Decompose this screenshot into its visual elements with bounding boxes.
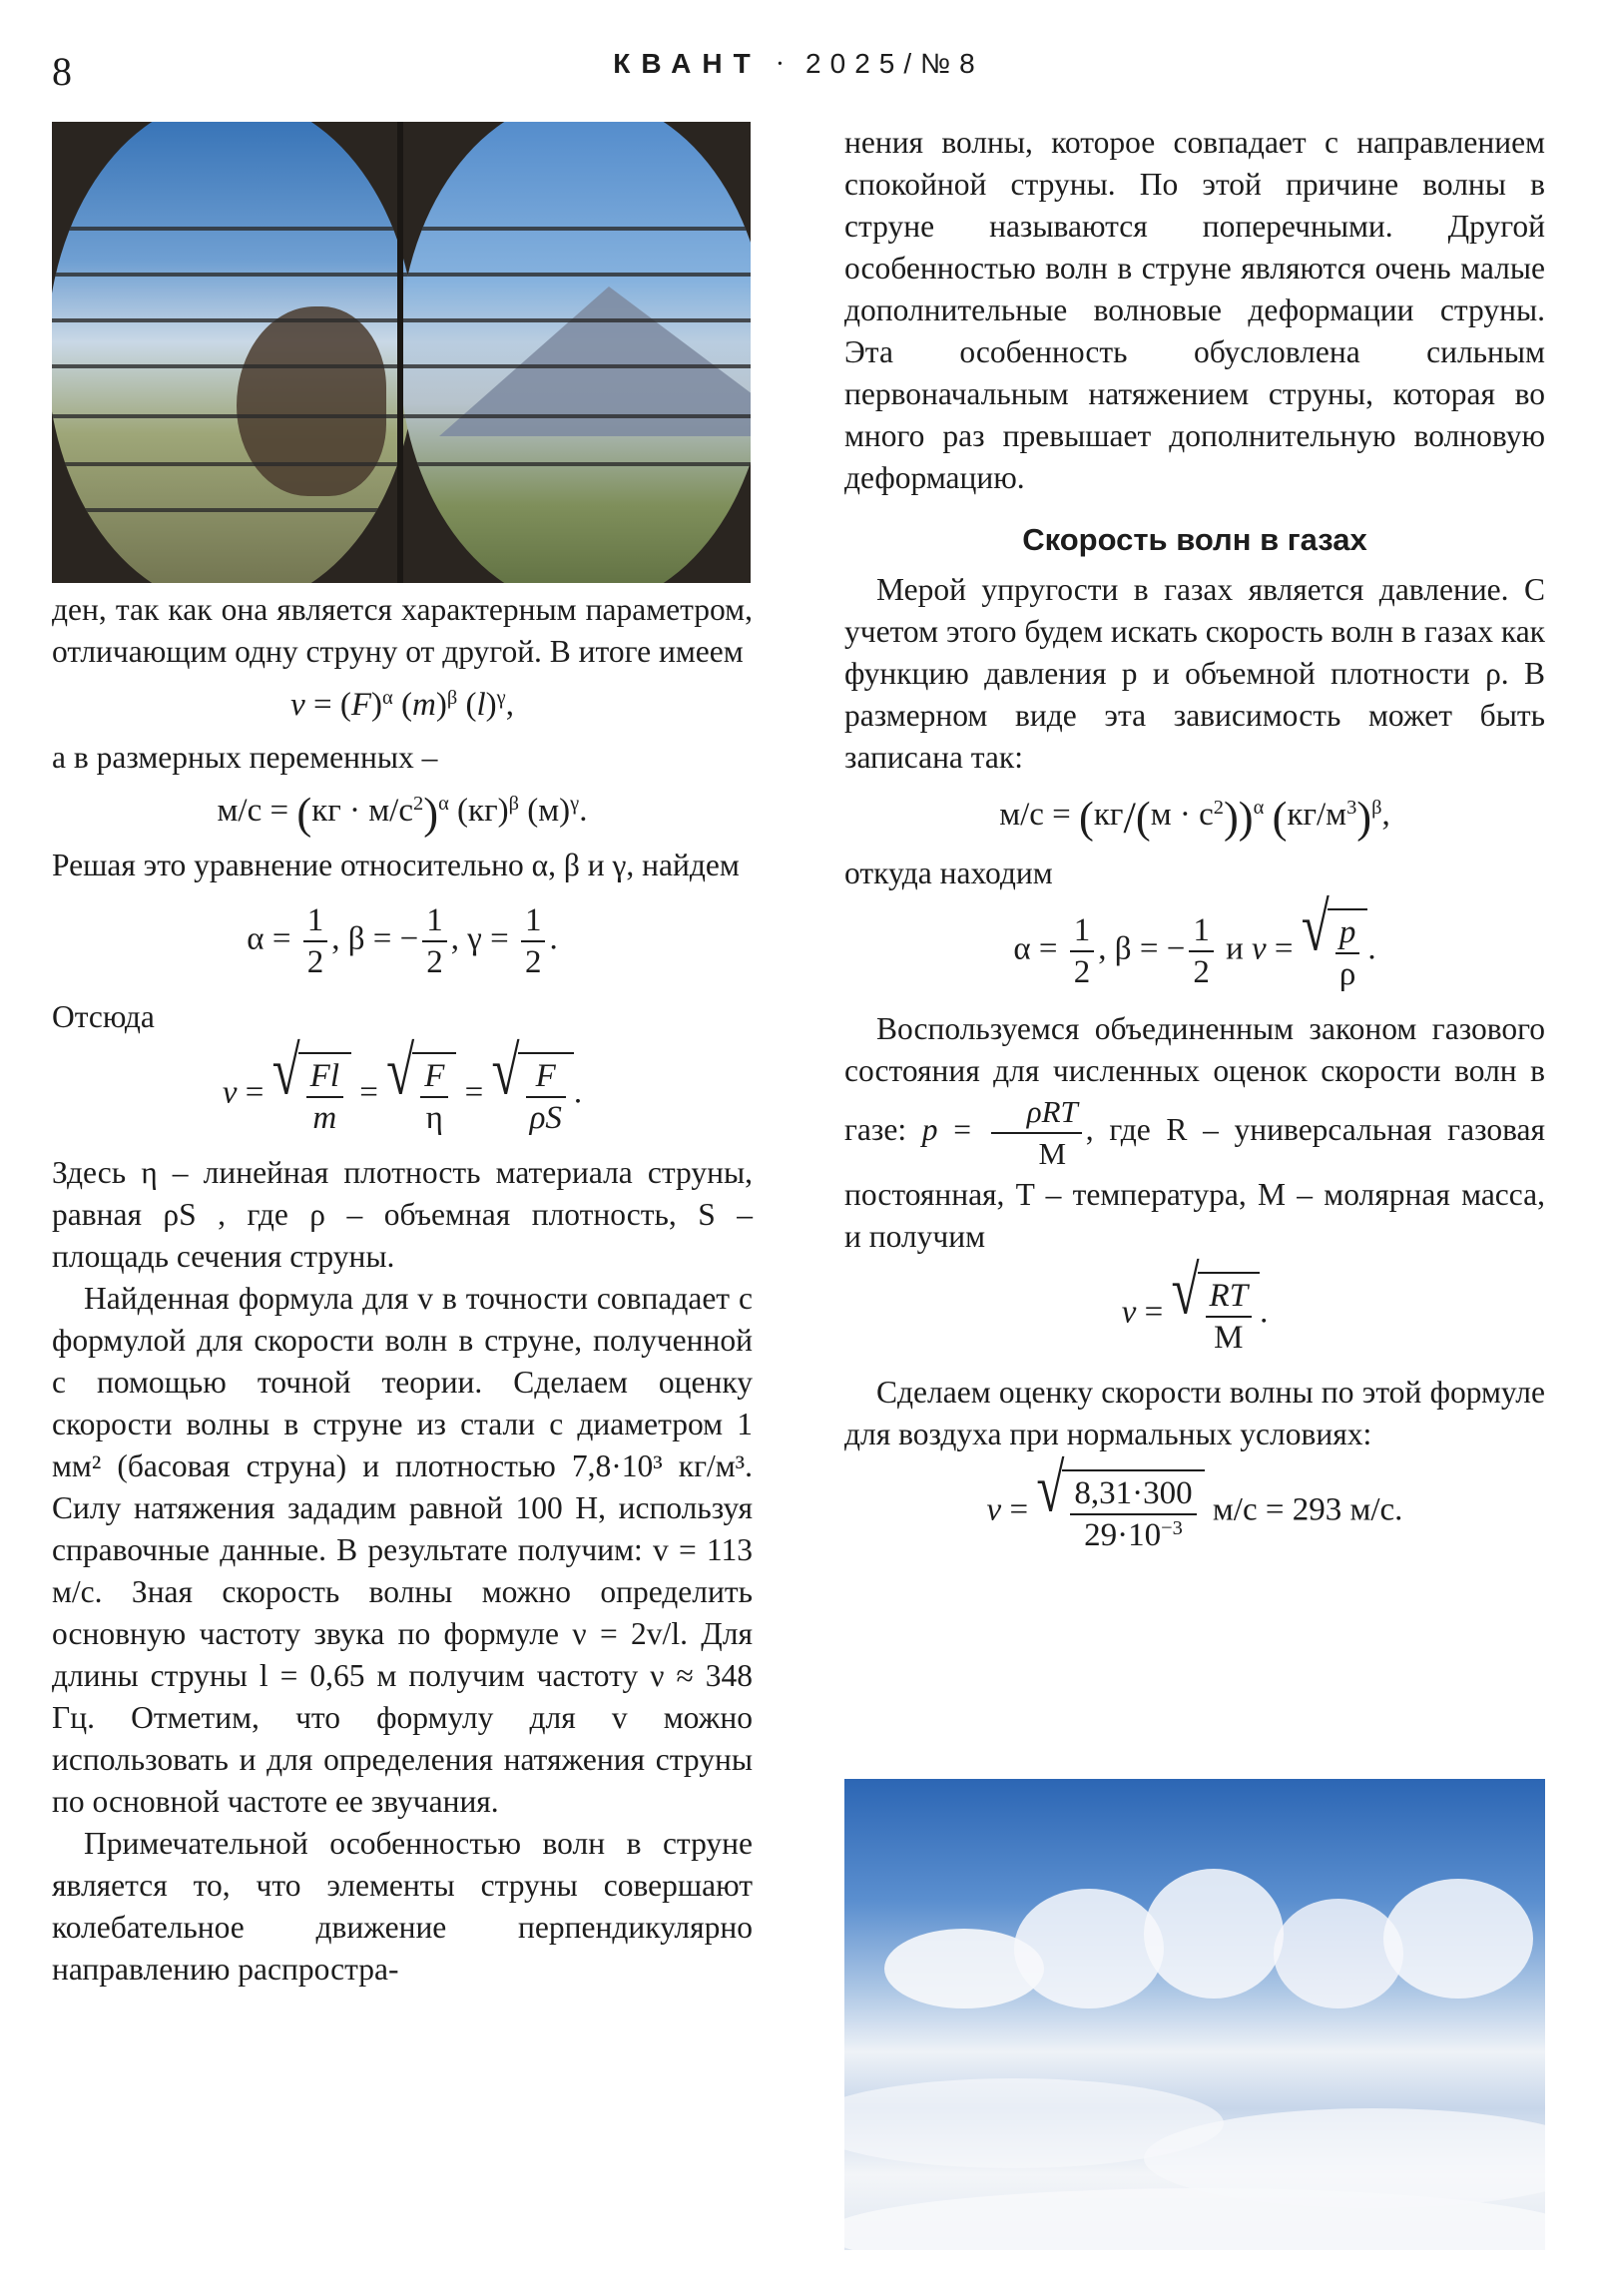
formula-air-speed: v = √ $\frac{8,31\cdot 300}{29\cdot 10^{-3}}$ м/с = 293 м/с.: [986, 1450, 1403, 1554]
header-separator: ·: [775, 49, 793, 80]
left-paragraph-2: а в размерных переменных –: [52, 740, 438, 775]
formula-gas-dimensional: $м/с = (кг/(м \cdot с^2))^\alpha$ $(кг/м^3)^\beta$,: [999, 792, 1390, 843]
formula-gas-exponents: α = $\frac{1}{2}$ , β = − $\frac{1}{2}$ и v = √ $\frac{p}{\rho}$ .: [1013, 889, 1376, 993]
running-title: [0, 48, 1597, 81]
left-paragraph-5: Здесь η – линейная плотность материала струны, равная ρS , где ρ – объемная плотность, S – площадь сечения струны.: [52, 1155, 753, 1275]
magazine-name: КВАНТ: [613, 48, 762, 79]
left-paragraph-3: Решая это уравнение относительно α, β и γ, найдем: [52, 848, 740, 883]
clouds-photo: [844, 1779, 1545, 2250]
right-paragraph-4: Воспользуемся объединенным законом газового состояния для численных оценок скорости волн в газе: p = $\frac{\text{ρRT}}{M}$ , где R – универсальная газовая постоянная, T – температура, M – молярная масса, и получим: [844, 1011, 1546, 1255]
section-title: Скорость волн в газах: [1022, 522, 1367, 557]
right-paragraph-1: нения волны, которое совпадает с направлением спокойной струны. По этой причине волны в струне называются поперечными. Другой особенностью волн в струне являются очень малые дополнительные волновые деформации струны. Эта особенность обусловлена сильным первоначальным натяжением струны, которая во много раз превышает дополнительную волновую деформацию.: [844, 125, 1545, 495]
right-paragraph-2: Мерой упругости в газах является давление. С учетом этого будем искать скорость волн в газах как функцию давления p и объемной плотности ρ. В размерном виде эта зависимость может быть записана так:: [844, 572, 1545, 775]
left-paragraph-7: Примечательной особенностью волн в струне является то, что элементы струны совершают колебательное движение перпендикулярно направлению распростра-: [52, 1826, 753, 1988]
right-paragraph-5: Сделаем оценку скорости волны по этой формуле для воздуха при нормальных условиях:: [844, 1375, 1545, 1452]
formula-velocity-powers: $v = (F)^\alpha$ $(m)^\beta$ $(l)^\gamma$,: [290, 686, 514, 723]
left-paragraph-6: Найденная формула для v в точности совпадает с формулой для скорости волн в струне, полученной с помощью точной теории. Сделаем оценку скорости волны в струне из стали с диаметром 1 мм² (басовая струна) и плотностью 7,8·10³ кг/м³. Силу натяжения зададим равной 100 Н, используя справочные данные. В результате получим: v = 113 м/с. Зная скорость волны можно определить основную частоту звука по формуле ν = 2v/l. Для длины струны l = 0,65 м получим частоту ν ≈ 348 Гц. Отметим, что формулу для v можно использовать и для определения натяжения струны по основной частоте ее звучания.: [52, 1281, 753, 1820]
photo-lens-left: [52, 122, 416, 583]
page-number: 8: [52, 49, 72, 94]
formula-exponents: α = $\frac{1}{2}$ , β = − $\frac{1}{2}$ , γ = $\frac{1}{2}$ .: [247, 902, 558, 981]
right-column: [844, 122, 1545, 1569]
issue-number: 2025/№8: [805, 48, 984, 79]
left-paragraph-4: Отсюда: [52, 999, 155, 1035]
formula-dimensional: $м/с = (кг \cdot м/с^2)^\alpha$ (кг)$^\beta$ $(м)^\gamma$.: [217, 788, 588, 839]
page-header: [0, 0, 1597, 120]
photo-lens-right: [399, 122, 751, 583]
strings-photo: [52, 122, 751, 583]
left-column: [52, 589, 753, 1991]
formula-gas-speed: v = √ $\frac{RT}{M}$ .: [1121, 1253, 1269, 1357]
left-paragraph-1: ден, так как она является характерным параметром, отличающим одну струну от другой. В итоге имеем: [52, 592, 753, 669]
right-paragraph-3: откуда находим: [844, 856, 1053, 891]
formula-string-speed: v = √ $\frac{Fl}{m}$ = √ $\frac{F}{\eta}$ = √ $\frac{F}{\rho S}$ .: [222, 1033, 583, 1137]
